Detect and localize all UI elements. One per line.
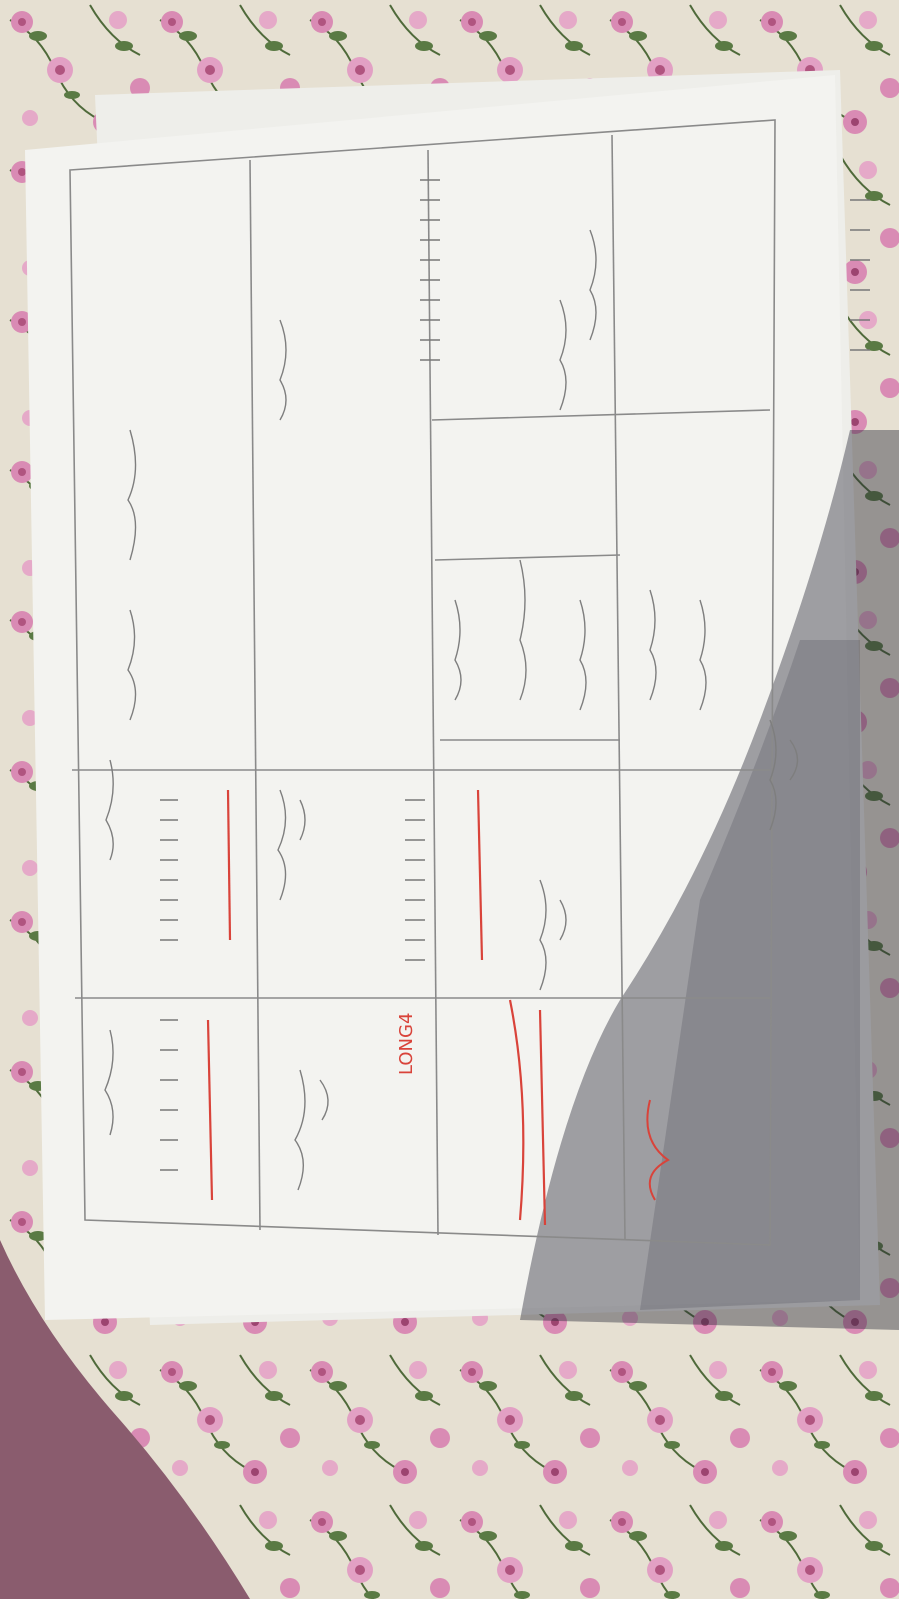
- red-label: LONG4: [396, 1012, 417, 1075]
